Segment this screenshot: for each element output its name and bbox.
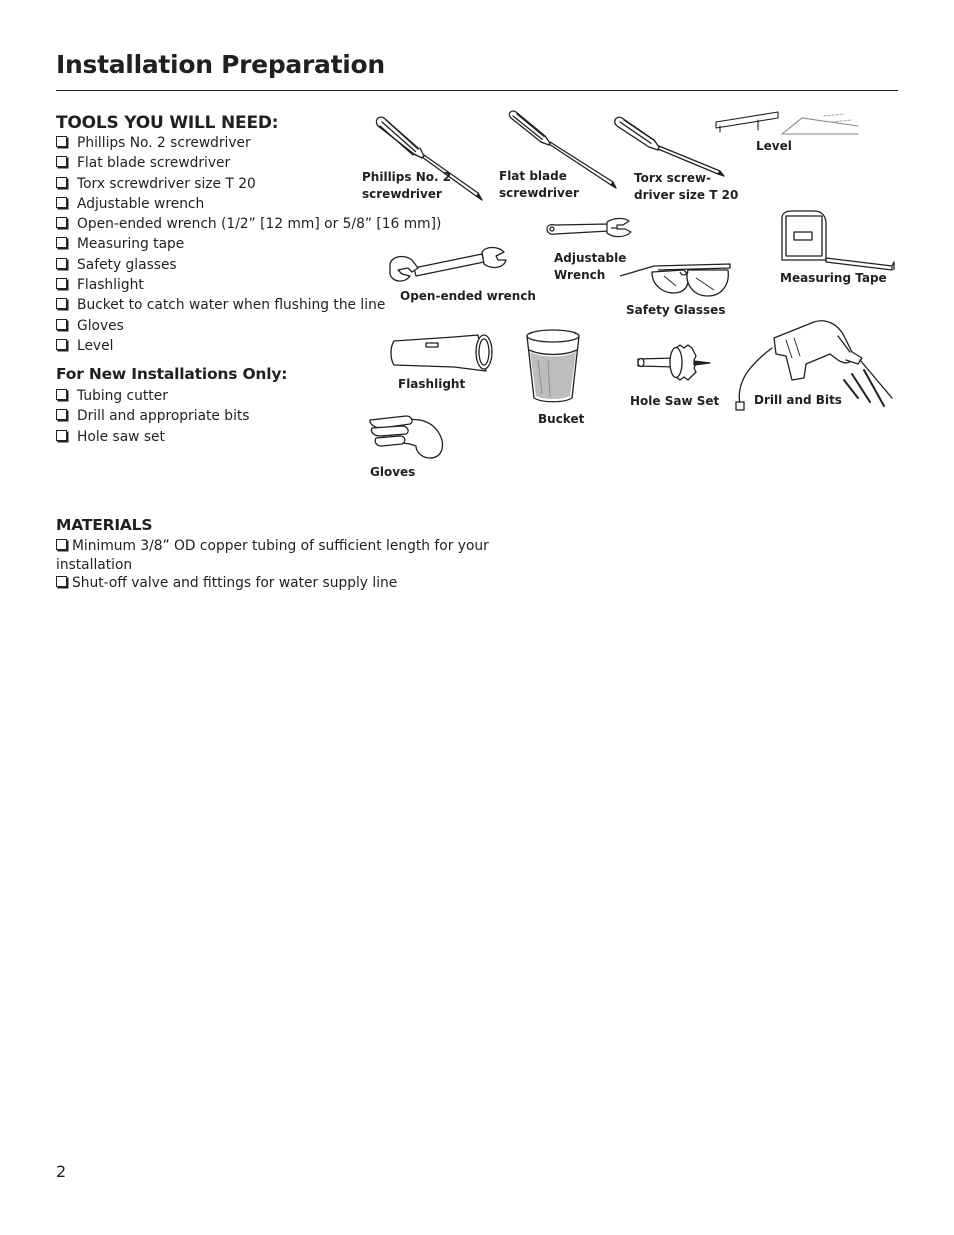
drill-label: Drill and Bits: [754, 393, 842, 407]
new-installations-checklist: [56, 386, 250, 447]
checkbox-icon: [56, 539, 67, 550]
materials-item: Minimum 3/8” OD copper tubing of sufficient length for your installation: [56, 538, 489, 573]
checkbox-icon: [56, 258, 67, 269]
checkbox-icon: [56, 237, 67, 248]
checkbox-icon: [56, 197, 67, 208]
checklist-item: Safety glasses: [56, 255, 441, 275]
checkbox-icon: [56, 339, 67, 350]
checkbox-icon: [56, 298, 67, 309]
new-installations-heading: For New Installations Only:: [56, 365, 288, 383]
phillips-label: Phillips No. 2 screwdriver: [362, 170, 452, 201]
measuring-tape-label: Measuring Tape: [780, 271, 887, 285]
open-wrench-label: Open-ended wrench: [400, 289, 536, 303]
page-number: 2: [56, 1162, 67, 1181]
flashlight-label: Flashlight: [398, 377, 466, 391]
checkbox-icon: [56, 430, 67, 441]
open-ended-wrench-icon: [386, 244, 508, 288]
checklist-item: Phillips No. 2 screwdriver: [56, 133, 441, 153]
safety-glasses-icon: [618, 262, 734, 302]
checklist-item: Drill and appropriate bits: [56, 406, 250, 426]
bucket-label: Bucket: [538, 412, 585, 426]
checkbox-icon: [56, 576, 67, 587]
adjustable-wrench-label: Adjustable Wrench: [554, 251, 627, 282]
measuring-tape-icon: [778, 210, 898, 272]
gloves-icon: [366, 410, 446, 460]
flashlight-icon: [388, 333, 496, 373]
checkbox-icon: [56, 389, 67, 400]
level-label: Level: [756, 139, 792, 153]
page-title: Installation Preparation: [56, 50, 385, 79]
flat-blade-label: Flat blade screwdriver: [499, 169, 579, 200]
hole-saw-label: Hole Saw Set: [630, 394, 720, 408]
checklist-item: Open-ended wrench (1/2” [12 mm] or 5/8” [16 mm]): [56, 214, 441, 234]
hole-saw-icon: [636, 342, 714, 384]
checklist-item: Flat blade screwdriver: [56, 153, 441, 173]
title-divider: [56, 90, 898, 91]
checkbox-icon: [56, 156, 67, 167]
materials-item: Shut-off valve and fittings for water supply line: [56, 574, 496, 593]
checkbox-icon: [56, 319, 67, 330]
checkbox-icon: [56, 177, 67, 188]
safety-glasses-label: Safety Glasses: [626, 303, 726, 317]
torx-label: Torx screw- driver size T 20: [634, 171, 739, 202]
bucket-icon: [524, 328, 582, 404]
checklist-item: Hole saw set: [56, 427, 250, 447]
checkbox-icon: [56, 217, 67, 228]
checklist-item: Torx screwdriver size T 20: [56, 174, 441, 194]
checklist-item: Tubing cutter: [56, 386, 250, 406]
checkbox-icon: [56, 409, 67, 420]
checklist-item: Flashlight: [56, 275, 441, 295]
level-icon: [712, 108, 862, 140]
tools-heading: TOOLS YOU WILL NEED:: [56, 113, 279, 133]
checklist-item: Measuring tape: [56, 234, 441, 254]
checkbox-icon: [56, 136, 67, 147]
adjustable-wrench-icon: [543, 216, 635, 242]
checklist-item: Bucket to catch water when flushing the line: [56, 295, 441, 315]
gloves-label: Gloves: [370, 465, 416, 479]
materials-heading: MATERIALS: [56, 516, 153, 534]
checklist-item: Gloves: [56, 316, 441, 336]
checklist-item: Level: [56, 336, 441, 356]
checklist-item: Adjustable wrench: [56, 194, 441, 214]
checkbox-icon: [56, 278, 67, 289]
